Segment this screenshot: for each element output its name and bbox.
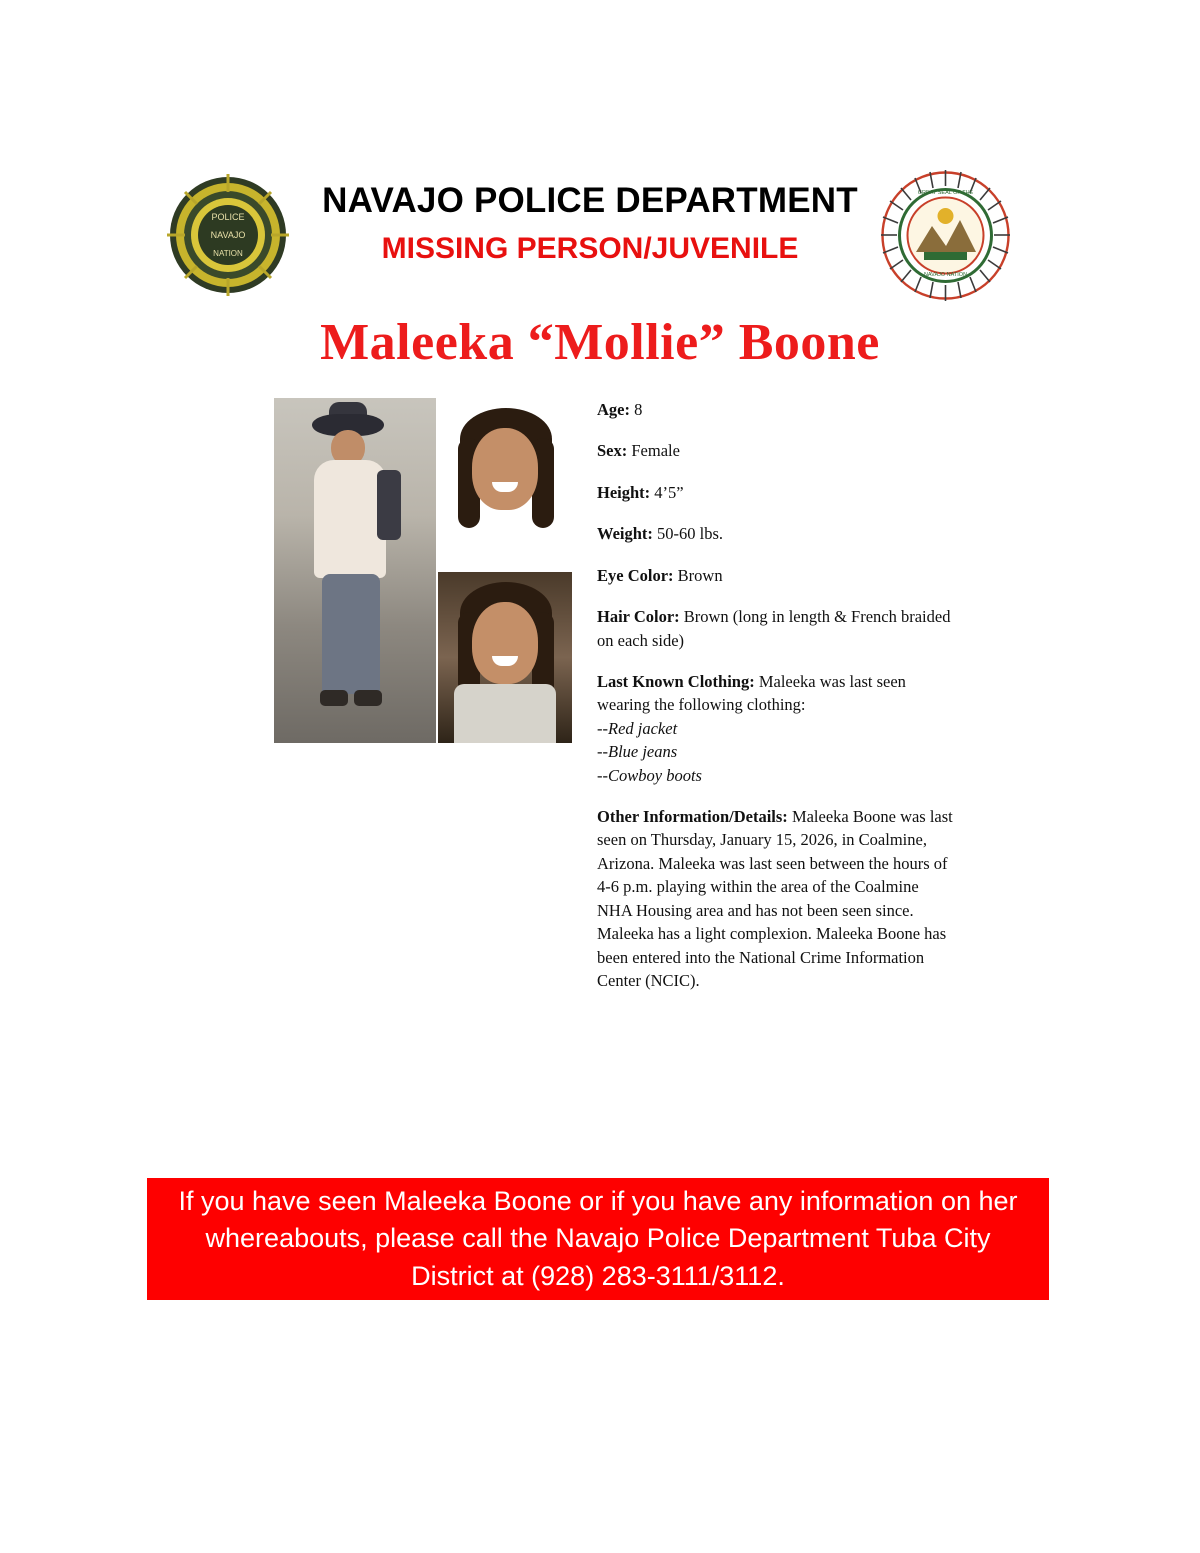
alert-type-title: MISSING PERSON/JUVENILE xyxy=(381,231,799,265)
photo-full-body xyxy=(274,398,436,743)
detail-eye-color-label: Eye Color: xyxy=(597,565,674,585)
detail-weight-value: 50-60 lbs. xyxy=(652,524,724,544)
page-title: Maleeka “Mollie” Boone xyxy=(320,314,880,371)
photo-portrait-1 xyxy=(438,398,572,570)
detail-hair-color xyxy=(597,605,953,652)
clothing-intro: Maleeka was last seen wearing the following clothing: xyxy=(597,671,906,715)
detail-eye-color xyxy=(597,564,953,587)
department-title: NAVAJO POLICE DEPARTMENT xyxy=(322,181,858,220)
clothing-item: --Blue jeans xyxy=(597,742,678,762)
svg-text:NATION: NATION xyxy=(213,249,243,258)
detail-age-label: Age: xyxy=(597,400,630,419)
detail-height-value: 4’5” xyxy=(650,482,684,502)
detail-sex-value: Female xyxy=(627,441,680,461)
svg-text:NAVAJO: NAVAJO xyxy=(210,230,246,240)
details-panel xyxy=(597,398,953,992)
police-badge-icon xyxy=(163,170,293,300)
detail-hair-color-value: Brown (long in length & French braided on each side) xyxy=(597,607,951,650)
detail-other-information xyxy=(597,805,953,992)
clothing-label: Last Known Clothing: xyxy=(597,671,755,691)
detail-weight xyxy=(597,522,953,545)
clothing-item: --Cowboy boots xyxy=(597,765,702,785)
detail-sex-label: Sex: xyxy=(597,441,628,461)
detail-age xyxy=(597,398,953,421)
contact-banner xyxy=(147,1178,1049,1300)
other-info-label: Other Information/Details: xyxy=(597,807,788,827)
svg-text:NAVAJO NATION: NAVAJO NATION xyxy=(923,272,968,278)
navajo-nation-seal-icon xyxy=(878,168,1013,303)
other-info-text: Maleeka Boone was last seen on Thursday, January 15, 2026, in Coalmine, Arizona. Maleeka was last seen between the hours of 4-6 p.m. playing within the area of the Coalmine NHA Housing area and has not been seen since. Maleeka has a light complexion. Maleeka Boone has been entered into the National Crime Information Center (NCIC). xyxy=(597,807,953,991)
clothing-list xyxy=(597,717,953,787)
detail-last-known-clothing xyxy=(597,670,953,787)
detail-weight-label: Weight: xyxy=(597,524,653,544)
detail-height-label: Height: xyxy=(597,482,651,502)
clothing-item: --Red jacket xyxy=(597,718,678,738)
detail-eye-color-value: Brown xyxy=(673,565,723,585)
detail-height xyxy=(597,481,953,504)
detail-hair-color-label: Hair Color: xyxy=(597,607,680,627)
contact-banner-text: If you have seen Maleeka Boone or if you have any information on her whereabouts, please call the Navajo Police Department Tuba City District at (928) 283-3111/3112. xyxy=(178,1186,1018,1291)
poster-header xyxy=(0,160,1200,310)
svg-text:POLICE: POLICE xyxy=(211,212,245,222)
svg-text:GREAT SEAL OF THE: GREAT SEAL OF THE xyxy=(917,190,974,196)
photo-portrait-2 xyxy=(438,572,572,743)
photo-collage xyxy=(274,398,572,743)
detail-age-value: 8 xyxy=(629,400,643,419)
detail-sex xyxy=(597,439,953,462)
header-text-block xyxy=(300,182,880,265)
